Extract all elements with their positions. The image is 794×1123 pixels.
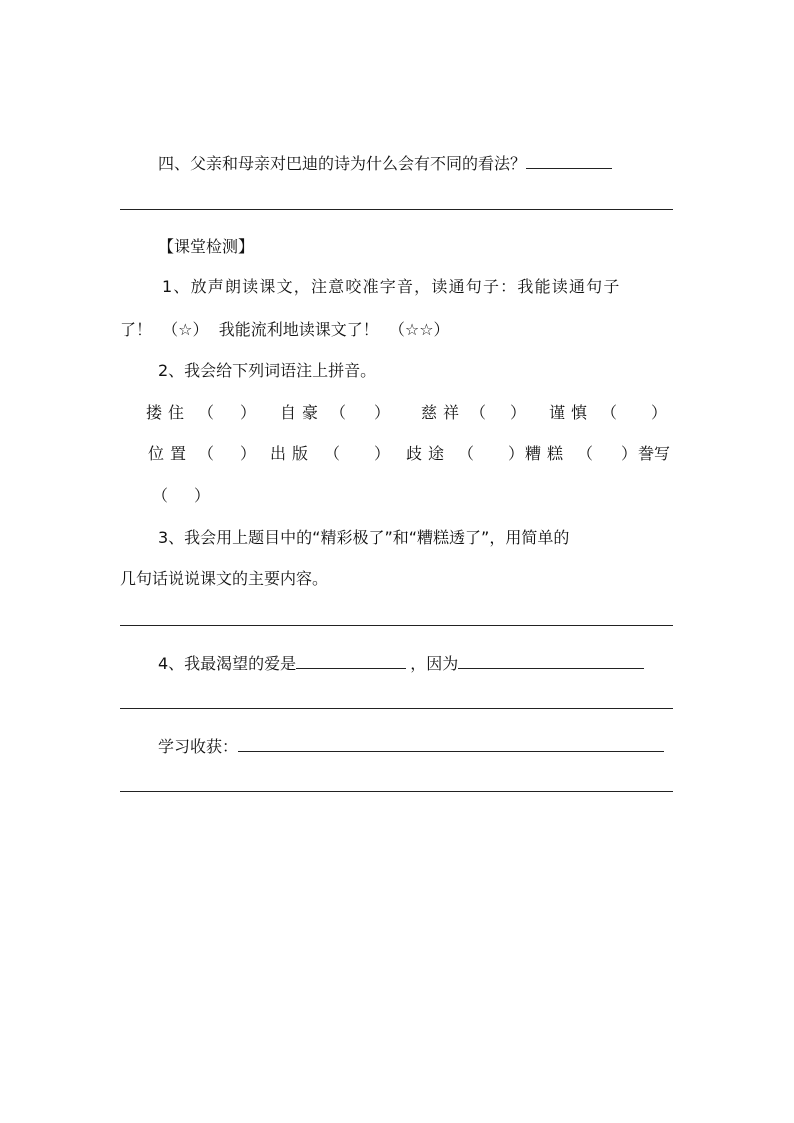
pinyin-blank-7[interactable]: （ ） (458, 444, 525, 463)
word-1: 搂住 (146, 403, 191, 422)
section-title: 【课堂检测】 (158, 237, 255, 256)
word-7: 歧途 (406, 444, 451, 463)
item1-line2: 了！ （☆） 我能流利地读课文了！ （☆☆） (120, 320, 450, 339)
answer-line-q4[interactable] (120, 209, 673, 210)
answer-line-item4[interactable] (120, 708, 673, 709)
item4-prefix: 4、我最渴望的爱是 (158, 654, 297, 673)
harvest (158, 733, 664, 757)
word-5: 位置 (148, 444, 193, 463)
word-2: 自豪 (280, 403, 325, 422)
item2-text: 2、我会给下列词语注上拼音。 (158, 361, 377, 380)
item4-middle: ，因为 (410, 654, 459, 673)
item1-line1: 1、放声朗读课文，注意咬准字音，读通句子：我能读通句子 (162, 277, 621, 296)
harvest-label: 学习收获： (158, 737, 239, 756)
word-6: 出版 (270, 444, 315, 463)
answer-blank-harvest[interactable] (238, 733, 664, 752)
item4 (158, 650, 644, 674)
word-9: 誊写 (638, 444, 671, 463)
pinyin-blank-5[interactable]: （ ） (198, 444, 257, 463)
pinyin-blank-8[interactable]: （ ） (577, 444, 638, 463)
answer-blank-q4[interactable] (526, 150, 612, 169)
word-3: 慈祥 (421, 403, 466, 422)
answer-blank-because[interactable] (458, 650, 644, 669)
answer-line-item3[interactable] (120, 625, 673, 626)
word-4: 谨慎 (549, 403, 594, 422)
pinyin-blank-2[interactable]: （ ） (330, 403, 391, 422)
pinyin-blank-6[interactable]: （ ） (324, 444, 391, 463)
pinyin-blank-9[interactable]: （ ） (152, 486, 211, 505)
question-four-text: 四、父亲和母亲对巴迪的诗为什么会有不同的看法？ (158, 154, 527, 173)
pinyin-blank-4[interactable]: （ ） (601, 403, 668, 422)
word-8: 糟糕 (525, 444, 570, 463)
item3-line1: 3、我会用上题目中的“精彩极了”和“糟糕透了”，用简单的 (158, 528, 570, 547)
pinyin-blank-3[interactable]: （ ） (470, 403, 527, 422)
pinyin-blank-1[interactable]: （ ） (198, 403, 257, 422)
answer-line-harvest[interactable] (120, 791, 673, 792)
answer-blank-love[interactable] (296, 650, 406, 669)
question-four (158, 150, 612, 174)
item3-line2: 几句话说说课文的主要内容。 (120, 569, 329, 588)
